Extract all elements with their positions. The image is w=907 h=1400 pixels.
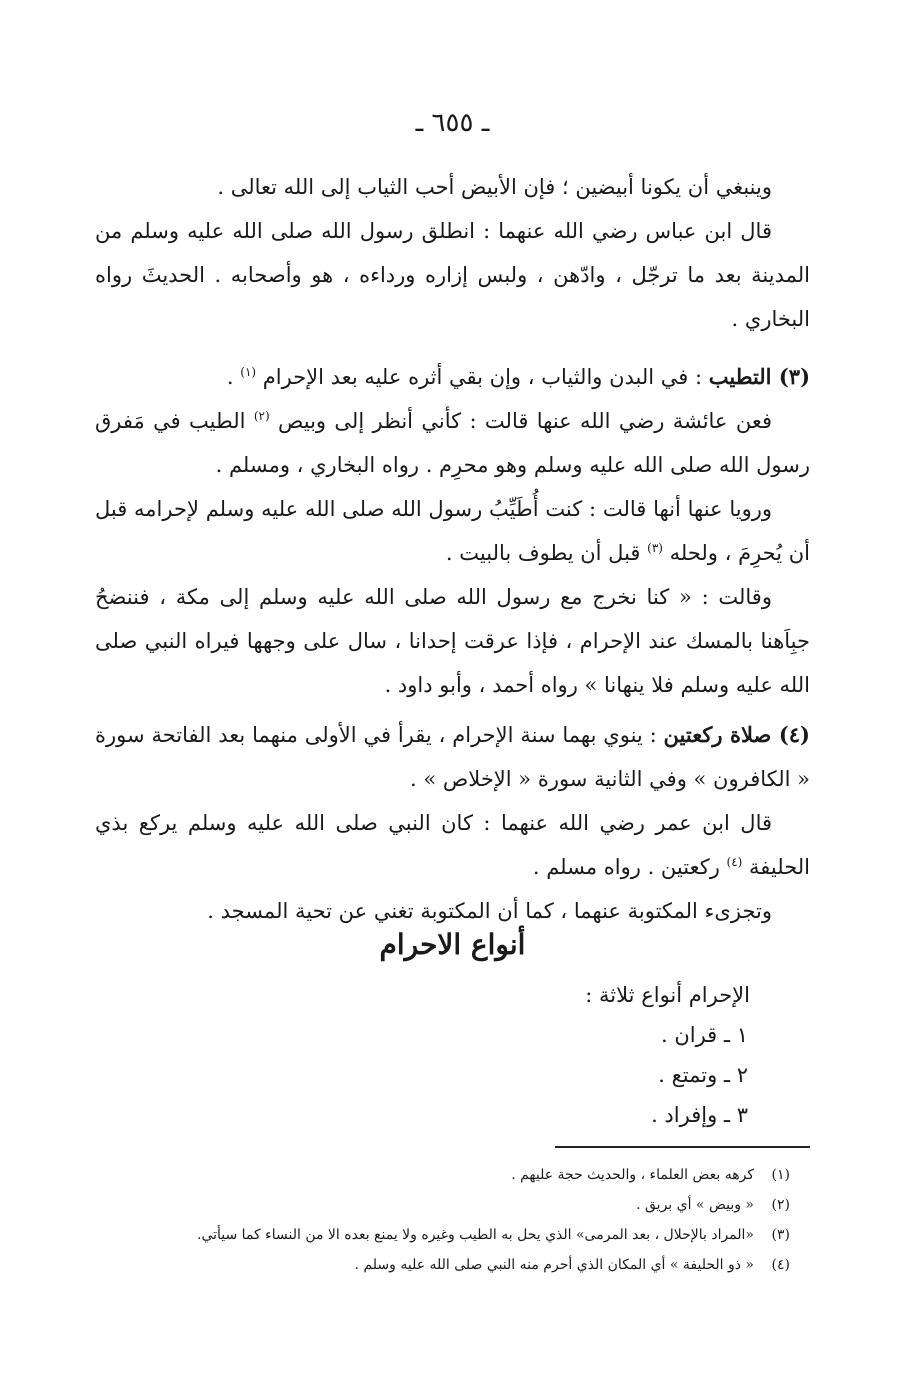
footnote: (٤)« ذو الحليفة » أي المكان الذي أحرم منه النبي صلى الله عليه وسلم .: [90, 1250, 790, 1280]
footnote-ref-4[interactable]: (٤): [726, 855, 743, 869]
paragraph-two-rakahs: (٤) صلاة ركعتين : ينوي بهما سنة الإحرام ، يقرأ في الأولى منهما بعد الفاتحة سورة « الكافرون » وفي الثانية سورة « الإخلاص » .: [95, 722, 810, 791]
footnote-ref-3[interactable]: (٣): [647, 541, 663, 555]
ihram-types-list: [585, 975, 750, 1135]
heading-perfuming: (٣) التطيب: [708, 364, 810, 389]
page-number: ـ ٦٥٥ ـ: [415, 108, 490, 138]
footnote-divider: [555, 1146, 810, 1148]
main-text: [95, 165, 810, 933]
section-heading: أنواع الاحرام: [379, 928, 526, 961]
footnote-mark: (٤): [771, 1257, 790, 1273]
footnote-mark: (١): [771, 1167, 790, 1183]
types-intro: الإحرام أنواع ثلاثة :: [585, 983, 750, 1007]
footnote-ref-1[interactable]: (١): [240, 365, 257, 379]
paragraph-aisha-1: فعن عائشة رضي الله عنها قالت : كأني أنظر إلى وبيص $^{(٢)}$ الطيب في مَفرق رسول الله صلى الله عليه وسلم وهو محرِم . رواه البخاري ، ومسلم .: [95, 409, 810, 477]
list-item: ٣ ـ وإفراد .: [651, 1103, 748, 1127]
footnote-ref-2[interactable]: (٢): [253, 409, 270, 423]
footnote: (١)كرهه بعض العلماء ، والحديث حجة عليهم .: [90, 1160, 790, 1190]
paragraph-white-clothes: وينبغي أن يكونا أبيضين ؛ فإن الأبيض أحب الثياب إلى الله تعالى .: [217, 175, 772, 199]
footnote: (٣)«المراد بالإحلال ، بعد المرمى» الذي يحل به الطيب وغيره ولا يمنع بعده الا من النساء كما سيأتي.: [90, 1220, 790, 1250]
paragraph-obligatory-prayer: وتجزىء المكتوبة عنهما ، كما أن المكتوبة تغني عن تحية المسجد .: [207, 899, 772, 923]
paragraph-aisha-2: ورويا عنها أنها قالت : كنت أُطَيِّبُ رسول الله صلى الله عليه وسلم لإحرامه قبل أن يُحرِمَ ، ولحله $^{(٣)}$ قبل أن يطوف بالبيت .: [95, 497, 810, 565]
footnote-mark: (٢): [771, 1197, 790, 1213]
footnote: (٢)« وبيض » أي بريق .: [90, 1190, 790, 1220]
list-item: ٢ ـ وتمتع .: [658, 1063, 748, 1087]
paragraph-ibn-abbas: قال ابن عباس رضي الله عنهما : انطلق رسول الله صلى الله عليه وسلم من المدينة بعد ما ترجّل ، وادّهن ، ولبس إزاره ورداءه ، هو وأصحابه . الحديثَ رواه البخاري .: [95, 219, 810, 331]
book-page: [95, 0, 810, 1400]
list-item: ١ ـ قران .: [660, 1023, 748, 1047]
paragraph-perfuming: (٣) التطيب : في البدن والثياب ، وإن بقي أثره عليه بعد الإحرام $^{(١)}$ .: [226, 364, 810, 389]
paragraph-ibn-umar: قال ابن عمر رضي الله عنهما : كان النبي صلى الله عليه وسلم يركع بذي الحليفة $^{(٤)}$ ركعتين . رواه مسلم .: [95, 811, 810, 879]
paragraph-aisha-3: وقالت : « كنا نخرج مع رسول الله صلى الله عليه وسلم إلى مكة ، فننضحُ جبِاَهنا بالمسك عند الإحرام ، فإذا عرقت إحدانا ، سال على وجهها فيراه النبي صلى الله عليه وسلم فلا ينهانا » رواه أحمد ، وأبو داود .: [95, 585, 810, 697]
perfuming-text: : في البدن والثياب ، وإن بقي أثره عليه بعد الإحرام: [256, 365, 709, 389]
footnotes: [90, 1160, 790, 1280]
footnote-mark: (٣): [771, 1227, 790, 1243]
heading-two-rakahs: (٤) صلاة ركعتين: [663, 722, 810, 747]
